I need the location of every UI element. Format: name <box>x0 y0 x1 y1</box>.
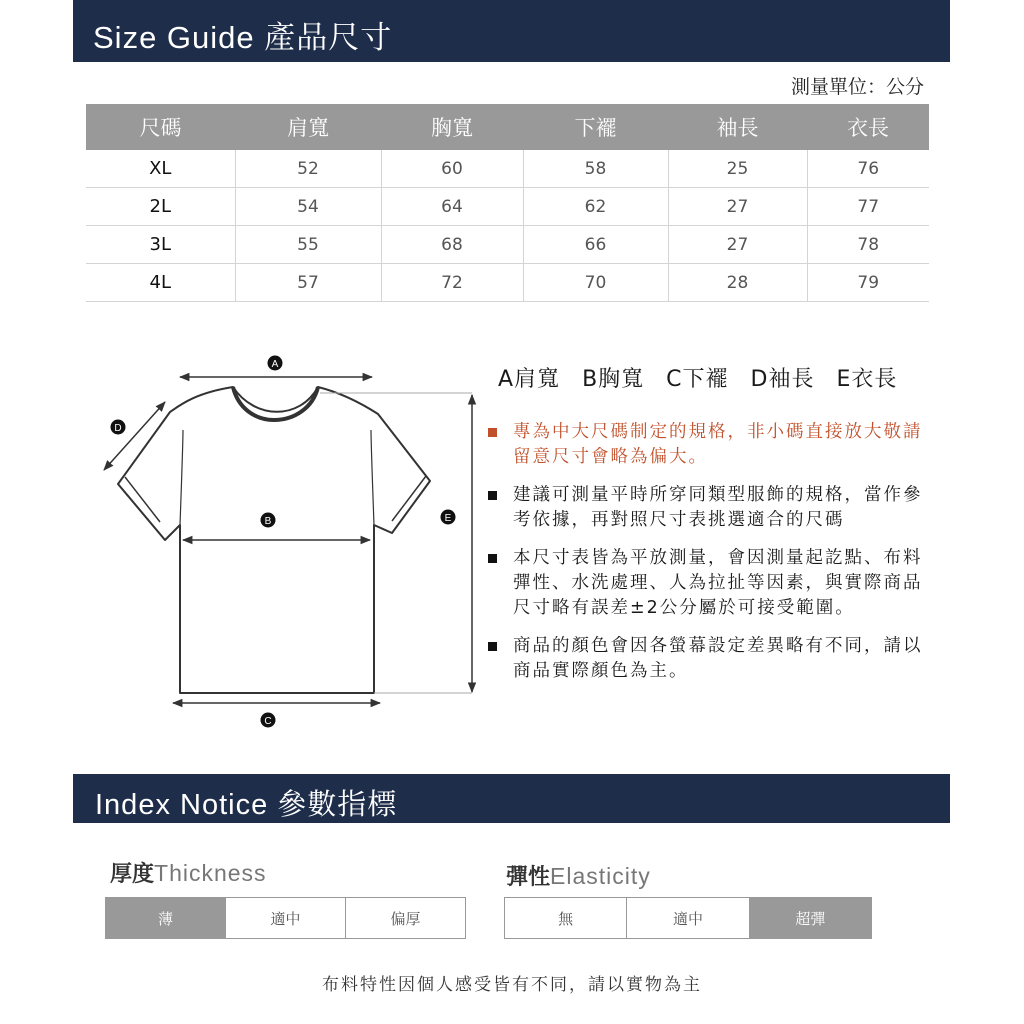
hem-cell: 66 <box>523 226 668 264</box>
hem-cell: 70 <box>523 264 668 302</box>
index-notice-title: Index Notice 參數指標 <box>95 789 398 821</box>
size-table <box>86 104 929 302</box>
table-row <box>86 188 929 226</box>
footer-note: 布料特性因個人感受皆有不同，請以實物為主 <box>322 975 702 995</box>
size-cell: 2L <box>86 188 235 226</box>
sleeve-cell: 25 <box>668 150 807 188</box>
marker-c-label: C <box>264 716 272 727</box>
size-cell: 3L <box>86 226 235 264</box>
marker-a <box>268 356 283 371</box>
elasticity-label-zh: 彈性 <box>506 865 551 890</box>
marker-e-label: E <box>444 513 452 524</box>
chest-cell: 72 <box>381 264 523 302</box>
legend-d: D袖長 <box>750 367 815 392</box>
bullet-icon <box>488 642 497 651</box>
elasticity-option-super: 超彈 <box>749 898 871 938</box>
chest-cell: 60 <box>381 150 523 188</box>
sleeve-cell: 28 <box>668 264 807 302</box>
shoulder-cell: 52 <box>235 150 381 188</box>
header-shoulder: 肩寬 <box>235 104 381 150</box>
thickness-scale <box>105 897 466 939</box>
measurement-unit: 測量單位：公分 <box>790 76 924 98</box>
measurement-legend <box>498 362 911 393</box>
table-row <box>86 226 929 264</box>
legend-a: A肩寬 <box>498 367 561 392</box>
bullet-icon <box>488 428 497 437</box>
length-cell: 79 <box>807 264 929 302</box>
sleeve-cell: 27 <box>668 188 807 226</box>
thickness-option-thick: 偏厚 <box>345 898 465 938</box>
thickness-label-zh: 厚度 <box>110 862 155 887</box>
note-item <box>486 634 936 684</box>
index-notice-banner <box>73 774 950 823</box>
sleeve-cell: 27 <box>668 226 807 264</box>
note-text: 專為中大尺碼制定的規格，非小碼直接放大敬請留意尺寸會略為偏大。 <box>513 422 923 467</box>
shoulder-cell: 55 <box>235 226 381 264</box>
marker-d-label: D <box>114 423 122 434</box>
legend-e: E衣長 <box>836 367 898 392</box>
table-row <box>86 264 929 302</box>
elasticity-label-en: Elasticity <box>550 863 651 889</box>
notes-list <box>486 420 936 697</box>
marker-c <box>261 713 276 728</box>
length-cell: 77 <box>807 188 929 226</box>
length-cell: 76 <box>807 150 929 188</box>
elasticity-option-medium: 適中 <box>626 898 748 938</box>
size-guide-banner <box>73 0 950 62</box>
note-text: 建議可測量平時所穿同類型服飾的規格，當作參考依據，再對照尺寸表挑選適合的尺碼 <box>513 485 923 530</box>
marker-b-label: B <box>264 516 272 527</box>
hem-cell: 62 <box>523 188 668 226</box>
thickness-title <box>110 857 267 888</box>
marker-d <box>111 420 126 435</box>
chest-cell: 64 <box>381 188 523 226</box>
elasticity-scale <box>504 897 872 939</box>
size-cell: XL <box>86 150 235 188</box>
bullet-icon <box>488 554 497 563</box>
note-text: 本尺寸表皆為平放測量，會因測量起訖點、布料彈性、水洗處理、人為拉扯等因素，與實際商品尺寸略有誤差±2公分屬於可接受範圍。 <box>513 548 923 618</box>
note-item <box>486 420 936 470</box>
chest-cell: 68 <box>381 226 523 264</box>
note-item <box>486 546 936 621</box>
shoulder-cell: 54 <box>235 188 381 226</box>
length-cell: 78 <box>807 226 929 264</box>
note-item <box>486 483 936 533</box>
shoulder-cell: 57 <box>235 264 381 302</box>
elasticity-option-none: 無 <box>558 909 574 928</box>
header-sleeve: 袖長 <box>668 104 807 150</box>
table-row <box>86 150 929 188</box>
header-length: 衣長 <box>807 104 929 150</box>
size-table-header <box>86 104 929 150</box>
size-cell: 4L <box>86 264 235 302</box>
tshirt-diagram <box>100 350 480 740</box>
header-hem: 下襬 <box>523 104 668 150</box>
note-text: 商品的顏色會因各螢幕設定差異略有不同，請以商品實際顏色為主。 <box>513 636 923 681</box>
bullet-icon <box>488 491 497 500</box>
marker-b <box>261 513 276 528</box>
elasticity-title <box>506 860 651 891</box>
marker-a-label: A <box>271 359 279 370</box>
thickness-option-medium: 適中 <box>225 898 345 938</box>
thickness-label-en: Thickness <box>154 860 267 886</box>
header-chest: 胸寬 <box>381 104 523 150</box>
legend-c: C下襬 <box>666 367 729 392</box>
size-guide-title: Size Guide 產品尺寸 <box>93 20 393 55</box>
thickness-option-thin: 薄 <box>106 898 225 938</box>
marker-e <box>441 510 456 525</box>
legend-b: B胸寬 <box>582 367 645 392</box>
header-size: 尺碼 <box>86 104 235 150</box>
hem-cell: 58 <box>523 150 668 188</box>
